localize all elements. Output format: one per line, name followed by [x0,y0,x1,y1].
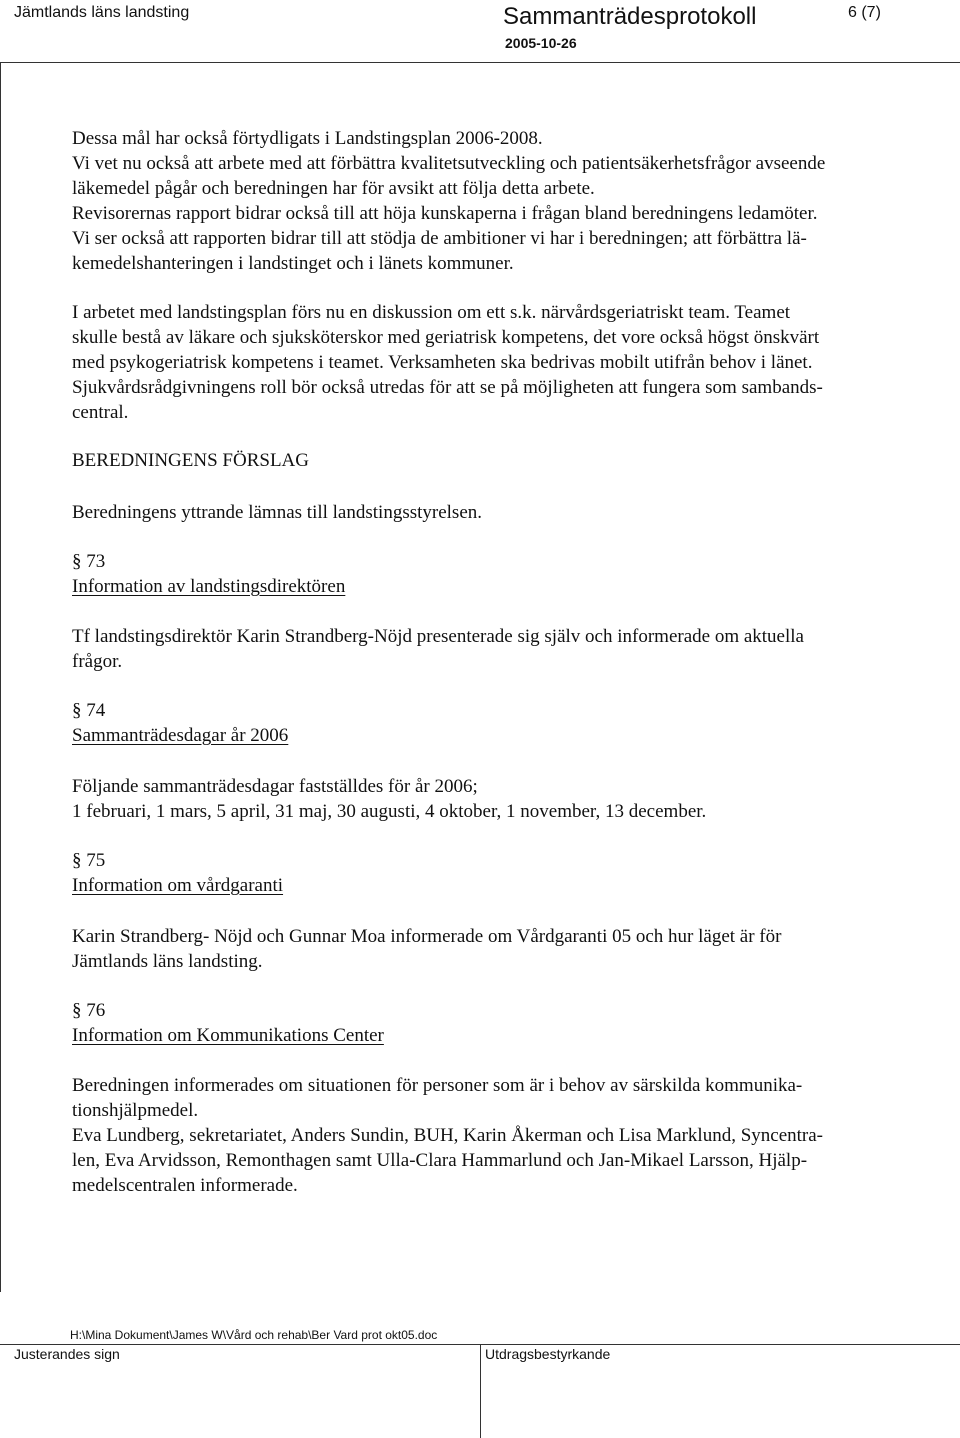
section-title: Information om vårdgaranti [72,875,284,896]
section-body-line: Tf landstingsdirektör Karin Strandberg-Nöjd presenterade sig själv och informerade om aktuella [72,626,804,647]
header-organization: Jämtlands läns landsting [14,4,190,21]
team-paragraph-line: I arbetet med landstingsplan förs nu en diskussion om ett s.k. närvårdsgeriatriskt team. Teamet [72,302,791,323]
page-number: 6 (7) [848,4,881,21]
section-body-line: Följande sammanträdesdagar fastställdes för år 2006; [72,776,478,797]
left-margin-line [0,62,1,1292]
section-number: § 76 [72,1000,106,1021]
file-path: H:\Mina Dokument\James W\Vård och rehab\Ber Vard prot okt05.doc [70,1328,438,1342]
proposal-heading: BEREDNINGENS FÖRSLAG [72,450,309,471]
intro-line: läkemedel pågår och beredningen har för avsikt att följa detta arbete. [72,178,595,199]
section-body-line: tionshjälpmedel. [72,1100,199,1121]
proposal-text: Beredningens yttrande lämnas till landstingsstyrelsen. [72,502,483,523]
section-title: Sammanträdesdagar år 2006 [72,725,289,746]
section-number: § 73 [72,551,106,572]
section-body-line: 1 februari, 1 mars, 5 april, 31 maj, 30 augusti, 4 oktober, 1 november, 13 december. [72,801,707,822]
section-body-line: Beredningen informerades om situationen för personer som är i behov av särskilda kommunika- [72,1075,803,1096]
section-body-line: frågor. [72,651,123,672]
team-paragraph-line: Sjukvårdsrådgivningens roll bör också utredas för att se på möjligheten att fungera som sambands- [72,377,823,398]
section-body-line: len, Eva Arvidsson, Remonthagen samt Ulla-Clara Hammarlund och Jan-Mikael Larsson, Hjälp- [72,1150,808,1171]
team-paragraph-line: skulle bestå av läkare och sjuksköterskor med geriatrisk kompetens, det vore också högst önskvärt [72,327,820,348]
signature-label: Justerandes sign [14,1346,120,1362]
intro-line: Vi ser också att rapporten bidrar till att stödja de ambitioner vi har i beredningen; att förbättra lä- [72,228,807,249]
certification-label: Utdragsbestyrkande [485,1346,611,1362]
footer-column-divider [480,1344,481,1438]
section-body-line: medelscentralen informerade. [72,1175,298,1196]
team-paragraph-line: central. [72,402,129,423]
intro-line: Dessa mål har också förtydligats i Landstingsplan 2006-2008. [72,128,543,149]
section-body-line: Eva Lundberg, sekretariatet, Anders Sundin, BUH, Karin Åkerman och Lisa Marklund, Syncentra- [72,1125,824,1146]
section-number: § 74 [72,700,106,721]
section-body-line: Jämtlands läns landsting. [72,951,263,972]
section-title: Information av landstingsdirektören [72,576,346,597]
document-title: Sammanträdesprotokoll [503,3,757,30]
team-paragraph-line: med psykogeriatrisk kompetens i teamet. Verksamheten ska bedrivas mobilt utifrån behov i länet. [72,352,813,373]
section-body-line: Karin Strandberg- Nöjd och Gunnar Moa informerade om Vårdgaranti 05 och hur läget är för [72,926,782,947]
intro-line: kemedelshanteringen i landstinget och i länets kommuner. [72,253,514,274]
intro-line: Vi vet nu också att arbete med att förbättra kvalitetsutveckling och patientsäkerhetsfrågor avseende [72,153,826,174]
section-title: Information om Kommunikations Center [72,1025,384,1046]
section-number: § 75 [72,850,106,871]
meeting-date: 2005-10-26 [505,35,577,51]
intro-line: Revisorernas rapport bidrar också till att höja kunskaperna i frågan bland beredningens ledamöter. [72,203,818,224]
header-divider [0,62,960,63]
